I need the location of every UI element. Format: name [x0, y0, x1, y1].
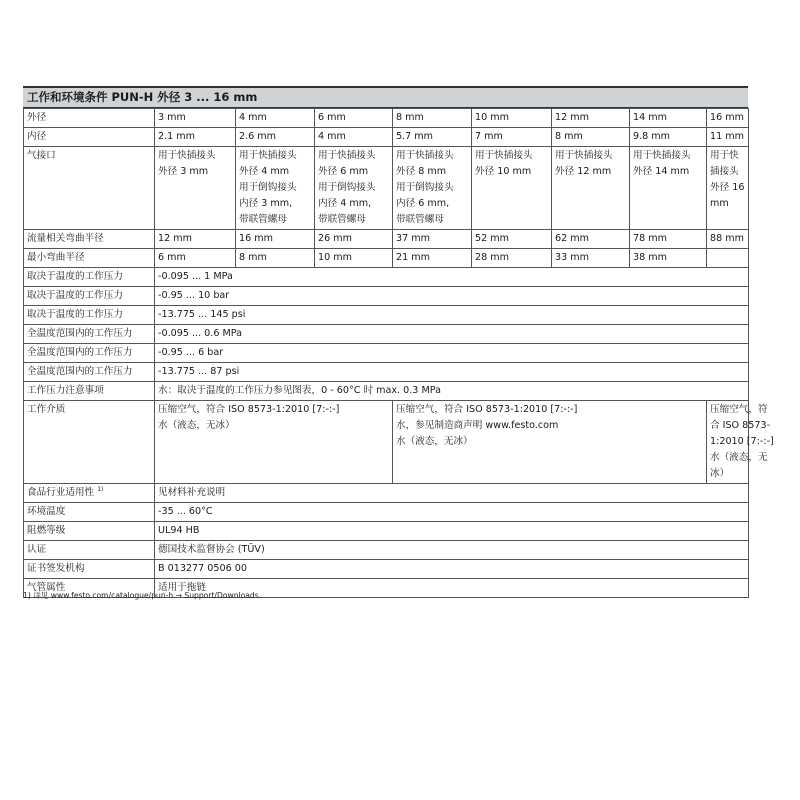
text-line: 外径 14 mm	[633, 166, 690, 177]
cell: -0.95 ... 6 bar	[155, 344, 749, 363]
cell: 8 mm	[393, 109, 472, 128]
row-label: 外径	[24, 109, 155, 128]
text-line: 压缩空气，符合 ISO 8573-1:2010 [7:-:-]	[158, 404, 340, 415]
cell: 2.1 mm	[155, 128, 236, 147]
cell: 37 mm	[393, 230, 472, 249]
text-line: 用于快插接头	[633, 150, 691, 161]
table-row	[24, 287, 749, 306]
table-row	[24, 344, 749, 363]
cell: 适用于拖链	[155, 579, 749, 598]
text-line: 外径 16 mm	[710, 182, 745, 209]
food-label: 食品行业适用性	[27, 487, 95, 498]
cell: UL94 HB	[155, 522, 749, 541]
table-title: 工作和环境条件 PUN-H 外径 3 ... 16 mm	[23, 86, 748, 108]
row-label: 环境温度	[24, 503, 155, 522]
medium-cell-c	[707, 401, 774, 484]
text-line: 合 ISO 8573-	[710, 420, 771, 431]
cell: -0.095 ... 0.6 MPa	[155, 325, 749, 344]
cell	[552, 147, 630, 230]
table-row	[24, 560, 749, 579]
text-line: 带联管螺母	[239, 214, 287, 225]
row-label: 取决于温度的工作压力	[24, 287, 155, 306]
cell: 33 mm	[552, 249, 630, 268]
row-label: 全温度范围内的工作压力	[24, 344, 155, 363]
text-line: 内径 3 mm,	[239, 198, 293, 209]
row-label: 工作介质	[24, 401, 155, 484]
text-line: 内径 4 mm,	[318, 198, 372, 209]
cell	[236, 147, 315, 230]
cell: 4 mm	[315, 128, 393, 147]
cell: -0.095 ... 1 MPa	[155, 268, 749, 287]
cell: 3 mm	[155, 109, 236, 128]
text-line: 冰）	[710, 468, 730, 479]
cell	[315, 147, 393, 230]
cell	[393, 147, 472, 230]
text-line: 外径 12 mm	[555, 166, 612, 177]
row-label: 气接口	[24, 147, 155, 230]
row-label: 流量相关弯曲半径	[24, 230, 155, 249]
table-row	[24, 522, 749, 541]
table-row	[24, 503, 749, 522]
text-line: 用于倒钩接头	[239, 182, 297, 193]
text-line: 带联管螺母	[396, 214, 444, 225]
row-label: 证书签发机构	[24, 560, 155, 579]
row-label	[24, 484, 155, 503]
cell	[707, 147, 749, 230]
row-label: 工作压力注意事项	[24, 382, 155, 401]
row-label: 取决于温度的工作压力	[24, 268, 155, 287]
cell: -35 ... 60°C	[155, 503, 749, 522]
cell: -0.95 ... 10 bar	[155, 287, 749, 306]
text-line: 用于倒钩接头	[396, 182, 454, 193]
table-row	[24, 541, 749, 560]
spec-table	[23, 108, 774, 598]
cell: 见材料补充说明	[155, 484, 749, 503]
text-line: 外径 4 mm	[239, 166, 290, 177]
row-label: 最小弯曲半径	[24, 249, 155, 268]
table-row	[24, 306, 749, 325]
text-line: 用于快插接头	[239, 150, 297, 161]
cell	[707, 249, 749, 268]
text-line: 水（液态，无	[710, 452, 768, 463]
text-line: 外径 8 mm	[396, 166, 447, 177]
table-row	[24, 128, 749, 147]
cell: 4 mm	[236, 109, 315, 128]
cell: 8 mm	[236, 249, 315, 268]
cell: 21 mm	[393, 249, 472, 268]
medium-cell-b	[393, 401, 707, 484]
table-row	[24, 249, 749, 268]
spec-sheet	[23, 86, 774, 598]
table-row	[24, 268, 749, 287]
cell: 5.7 mm	[393, 128, 472, 147]
table-row	[24, 147, 749, 230]
cell: 16 mm	[236, 230, 315, 249]
table-row	[24, 325, 749, 344]
cell: 14 mm	[630, 109, 707, 128]
row-label: 全温度范围内的工作压力	[24, 363, 155, 382]
text-line: 外径 3 mm	[158, 166, 209, 177]
cell: 16 mm	[707, 109, 749, 128]
cell: 12 mm	[155, 230, 236, 249]
cell: -13.775 ... 87 psi	[155, 363, 749, 382]
cell: 德国技术监督协会 (TÜV)	[155, 541, 749, 560]
cell: 12 mm	[552, 109, 630, 128]
cell: 26 mm	[315, 230, 393, 249]
table-row	[24, 230, 749, 249]
cell: 6 mm	[155, 249, 236, 268]
row-label: 取决于温度的工作压力	[24, 306, 155, 325]
text-line: 用于快插接头	[710, 150, 739, 177]
cell: 88 mm	[707, 230, 749, 249]
cell: 7 mm	[472, 128, 552, 147]
table-row	[24, 109, 749, 128]
cell: 9.8 mm	[630, 128, 707, 147]
text-line: 用于快插接头	[158, 150, 216, 161]
row-label: 全温度范围内的工作压力	[24, 325, 155, 344]
cell: 78 mm	[630, 230, 707, 249]
row-label: 阻燃等级	[24, 522, 155, 541]
text-line: 水，参见制造商声明 www.festo.com	[396, 420, 559, 431]
text-line: 压缩空气，符合 ISO 8573-1:2010 [7:-:-]	[396, 404, 578, 415]
text-line: 水（液态，无冰）	[158, 420, 235, 431]
text-line: 外径 10 mm	[475, 166, 532, 177]
text-line: 外径 6 mm	[318, 166, 369, 177]
text-line: 内径 6 mm,	[396, 198, 450, 209]
text-line: 水（液态，无冰）	[396, 436, 473, 447]
cell: -13.775 ... 145 psi	[155, 306, 749, 325]
cell: B 013277 0506 00	[155, 560, 749, 579]
text-line: 用于快插接头	[475, 150, 533, 161]
text-line: 用于倒钩接头	[318, 182, 376, 193]
cell	[472, 147, 552, 230]
text-line: 压缩空气，符	[710, 404, 768, 415]
text-line: 1:2010 [7:-:-]	[710, 436, 774, 447]
row-label: 内径	[24, 128, 155, 147]
cell: 62 mm	[552, 230, 630, 249]
cell: 8 mm	[552, 128, 630, 147]
cell: 10 mm	[472, 109, 552, 128]
table-row	[24, 401, 749, 484]
table-row	[24, 484, 749, 503]
cell: 28 mm	[472, 249, 552, 268]
row-label: 气管属性	[24, 579, 155, 598]
cell: 38 mm	[630, 249, 707, 268]
cell	[155, 147, 236, 230]
text-line: 用于快插接头	[555, 150, 613, 161]
medium-cell-a	[155, 401, 393, 484]
cell: 10 mm	[315, 249, 393, 268]
text-line: 用于快插接头	[396, 150, 454, 161]
cell: 2.6 mm	[236, 128, 315, 147]
table-row	[24, 363, 749, 382]
row-label: 认证	[24, 541, 155, 560]
footnote: 1) 详见 www.festo.com/catalogue/pun-h → Support/Downloads.	[23, 591, 262, 600]
cell: 水：取决于温度的工作压力参见图表，0 - 60°C 时 max. 0.3 MPa	[155, 382, 749, 401]
table-row	[24, 382, 749, 401]
text-line: 用于快插接头	[318, 150, 376, 161]
footnote-ref: 1)	[97, 485, 104, 493]
text-line: 带联管螺母	[318, 214, 366, 225]
cell: 6 mm	[315, 109, 393, 128]
cell	[630, 147, 707, 230]
cell: 11 mm	[707, 128, 749, 147]
cell: 52 mm	[472, 230, 552, 249]
